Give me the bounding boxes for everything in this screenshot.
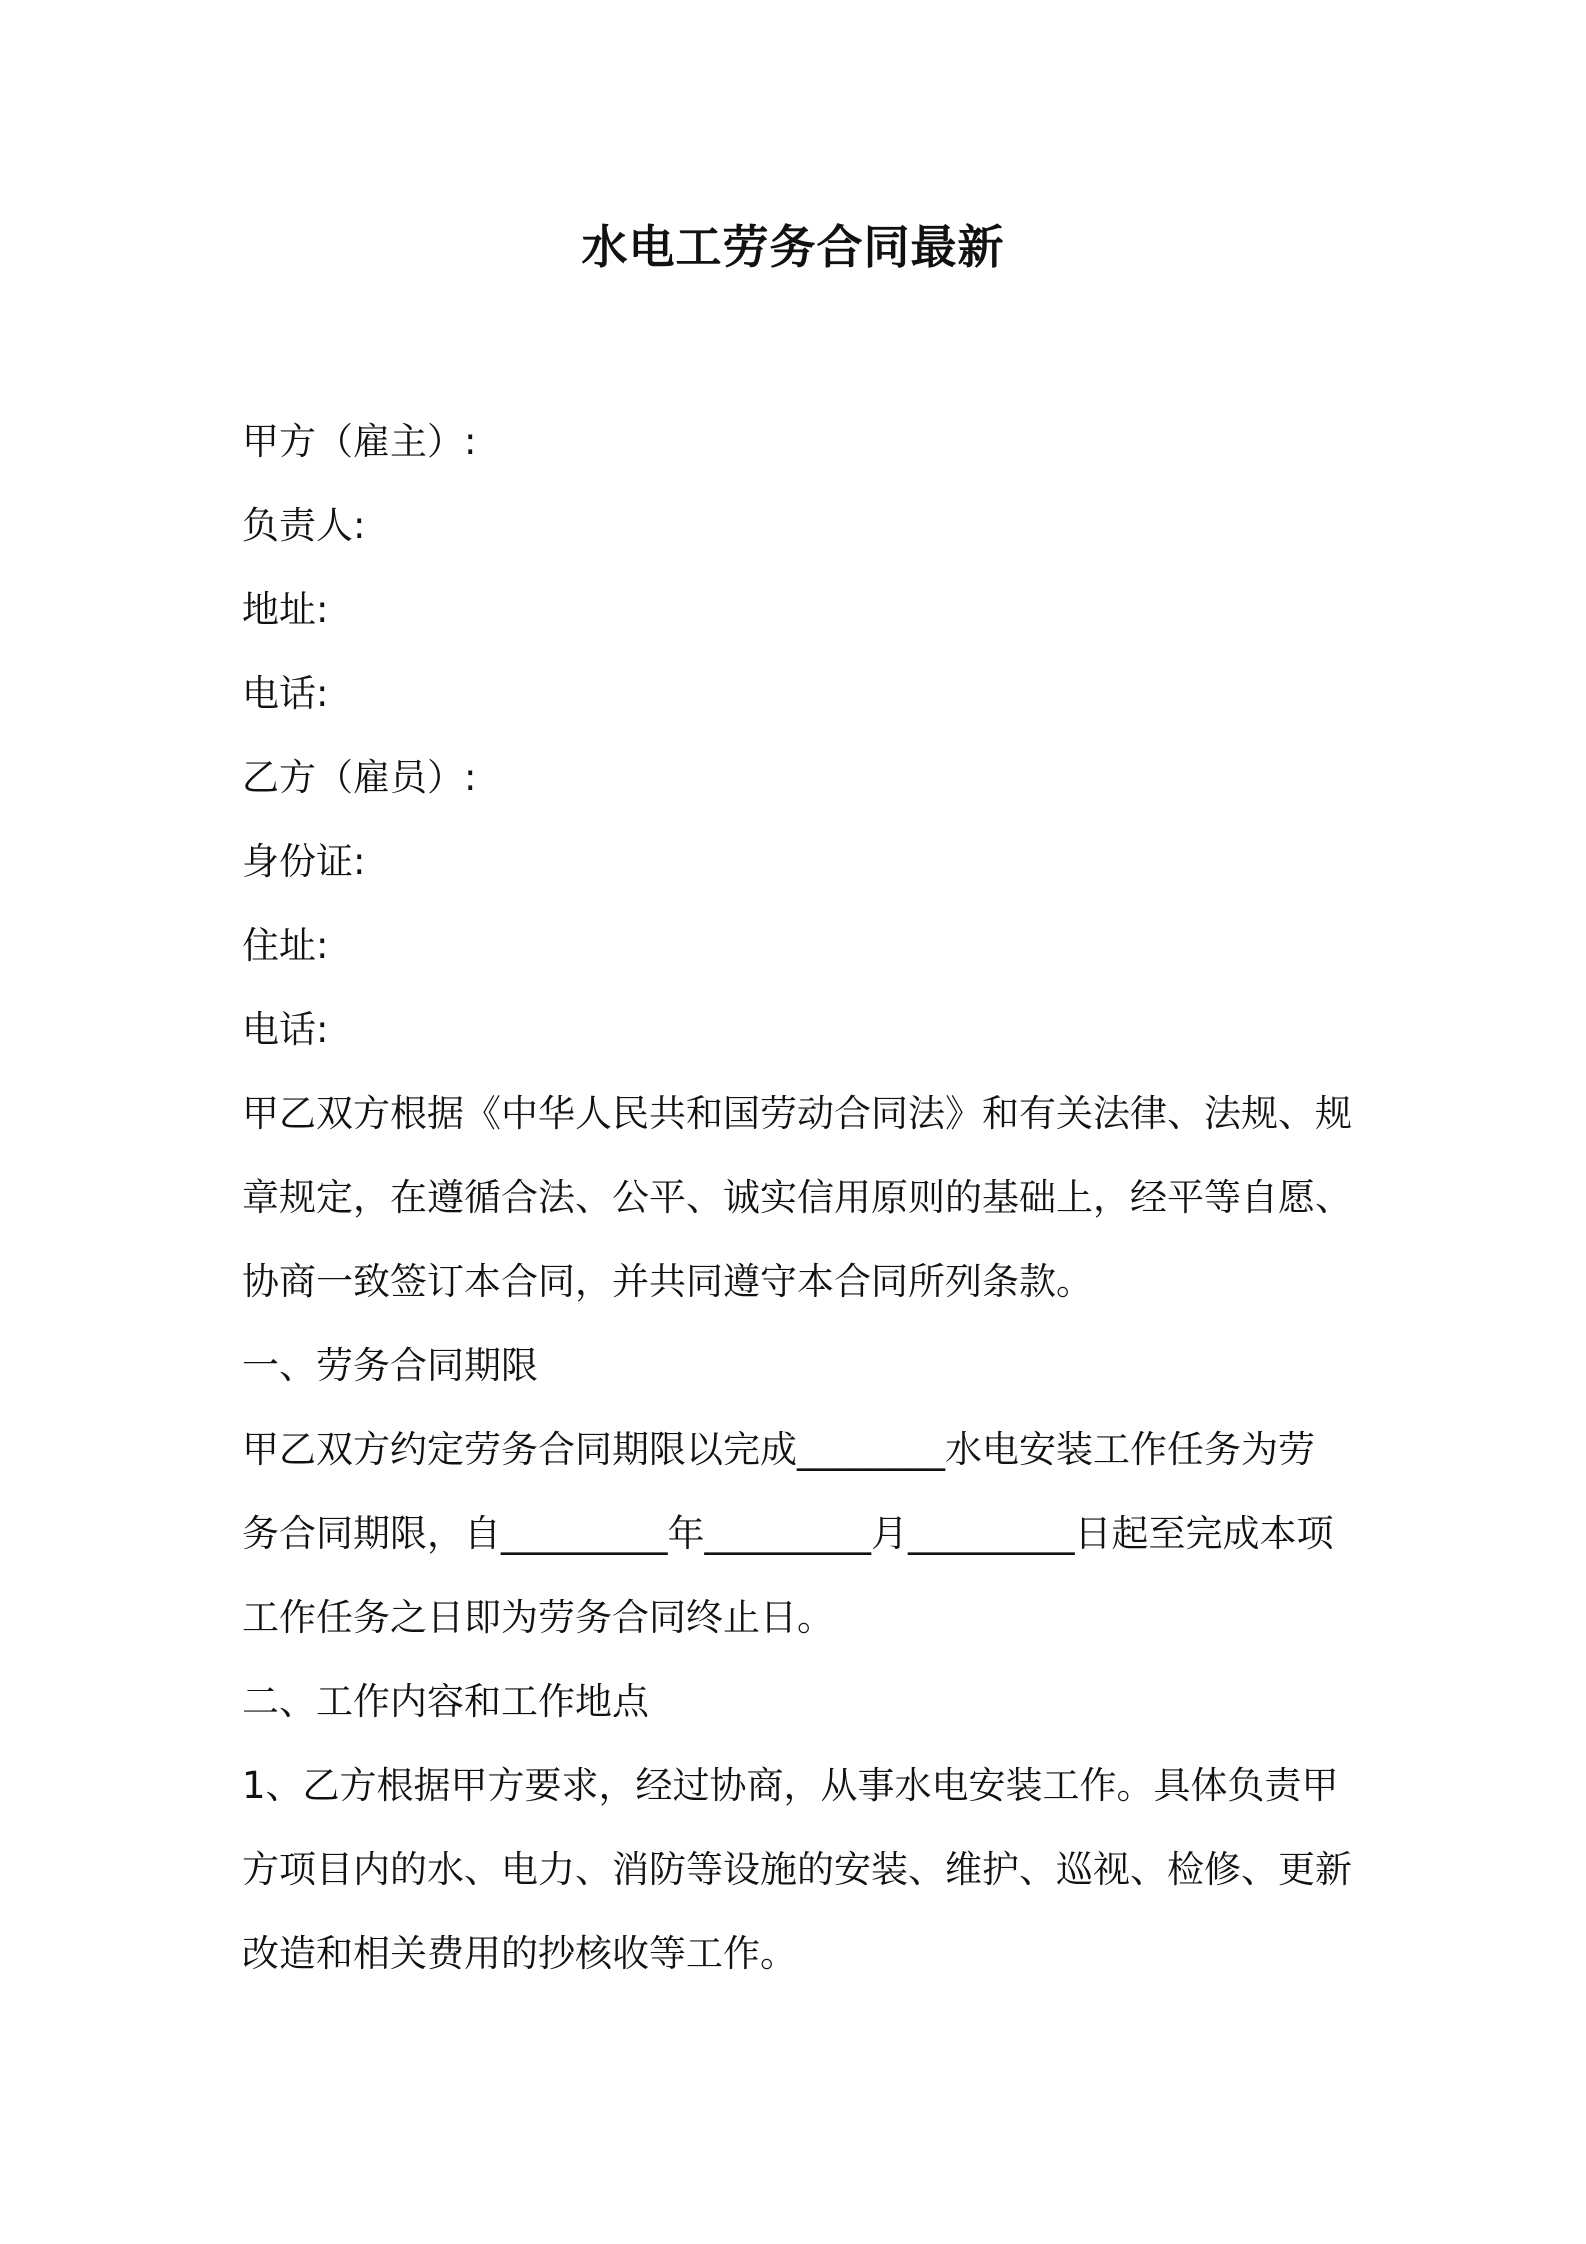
section-heading: 二、工作内容和工作地点 [242,1680,649,1723]
section-text-line: 工作任务之日即为劳务合同终止日。 [242,1596,834,1639]
party-b-id-label: 身份证: [242,840,366,883]
document-title: 水电工劳务合同最新 [581,220,1005,274]
section-text-line: 改造和相关费用的抄核收等工作。 [242,1932,797,1975]
party-b-label: 乙方（雇员）: [242,756,477,799]
section-text-line: 1、乙方根据甲方要求，经过协商，从事水电安装工作。具体负责甲 [242,1764,1339,1807]
section-text-line: 方项目内的水、电力、消防等设施的安装、维护、巡视、检修、更新 [242,1848,1352,1891]
party-a-responsible-label: 负责人: [242,504,366,547]
party-b-phone-label: 电话: [242,1008,329,1051]
section-text-line: 甲乙双方约定劳务合同期限以完成________水电安装工作任务为劳 [242,1428,1315,1471]
preamble-line: 章规定，在遵循合法、公平、诚实信用原则的基础上，经平等自愿、 [242,1176,1352,1219]
document-body [242,400,1362,1996]
preamble-line: 甲乙双方根据《中华人民共和国劳动合同法》和有关法律、法规、规 [242,1092,1352,1135]
party-b-address-label: 住址: [242,924,329,967]
party-a-address-label: 地址: [242,588,329,631]
party-a-phone-label: 电话: [242,672,329,715]
party-a-label: 甲方（雇主）: [242,420,477,463]
section-heading: 一、劳务合同期限 [242,1344,538,1387]
section-text-line: 务合同期限，自_________年_________月_________日起至完成本项 [242,1512,1334,1555]
preamble-line: 协商一致签订本合同，并共同遵守本合同所列条款。 [242,1260,1093,1303]
